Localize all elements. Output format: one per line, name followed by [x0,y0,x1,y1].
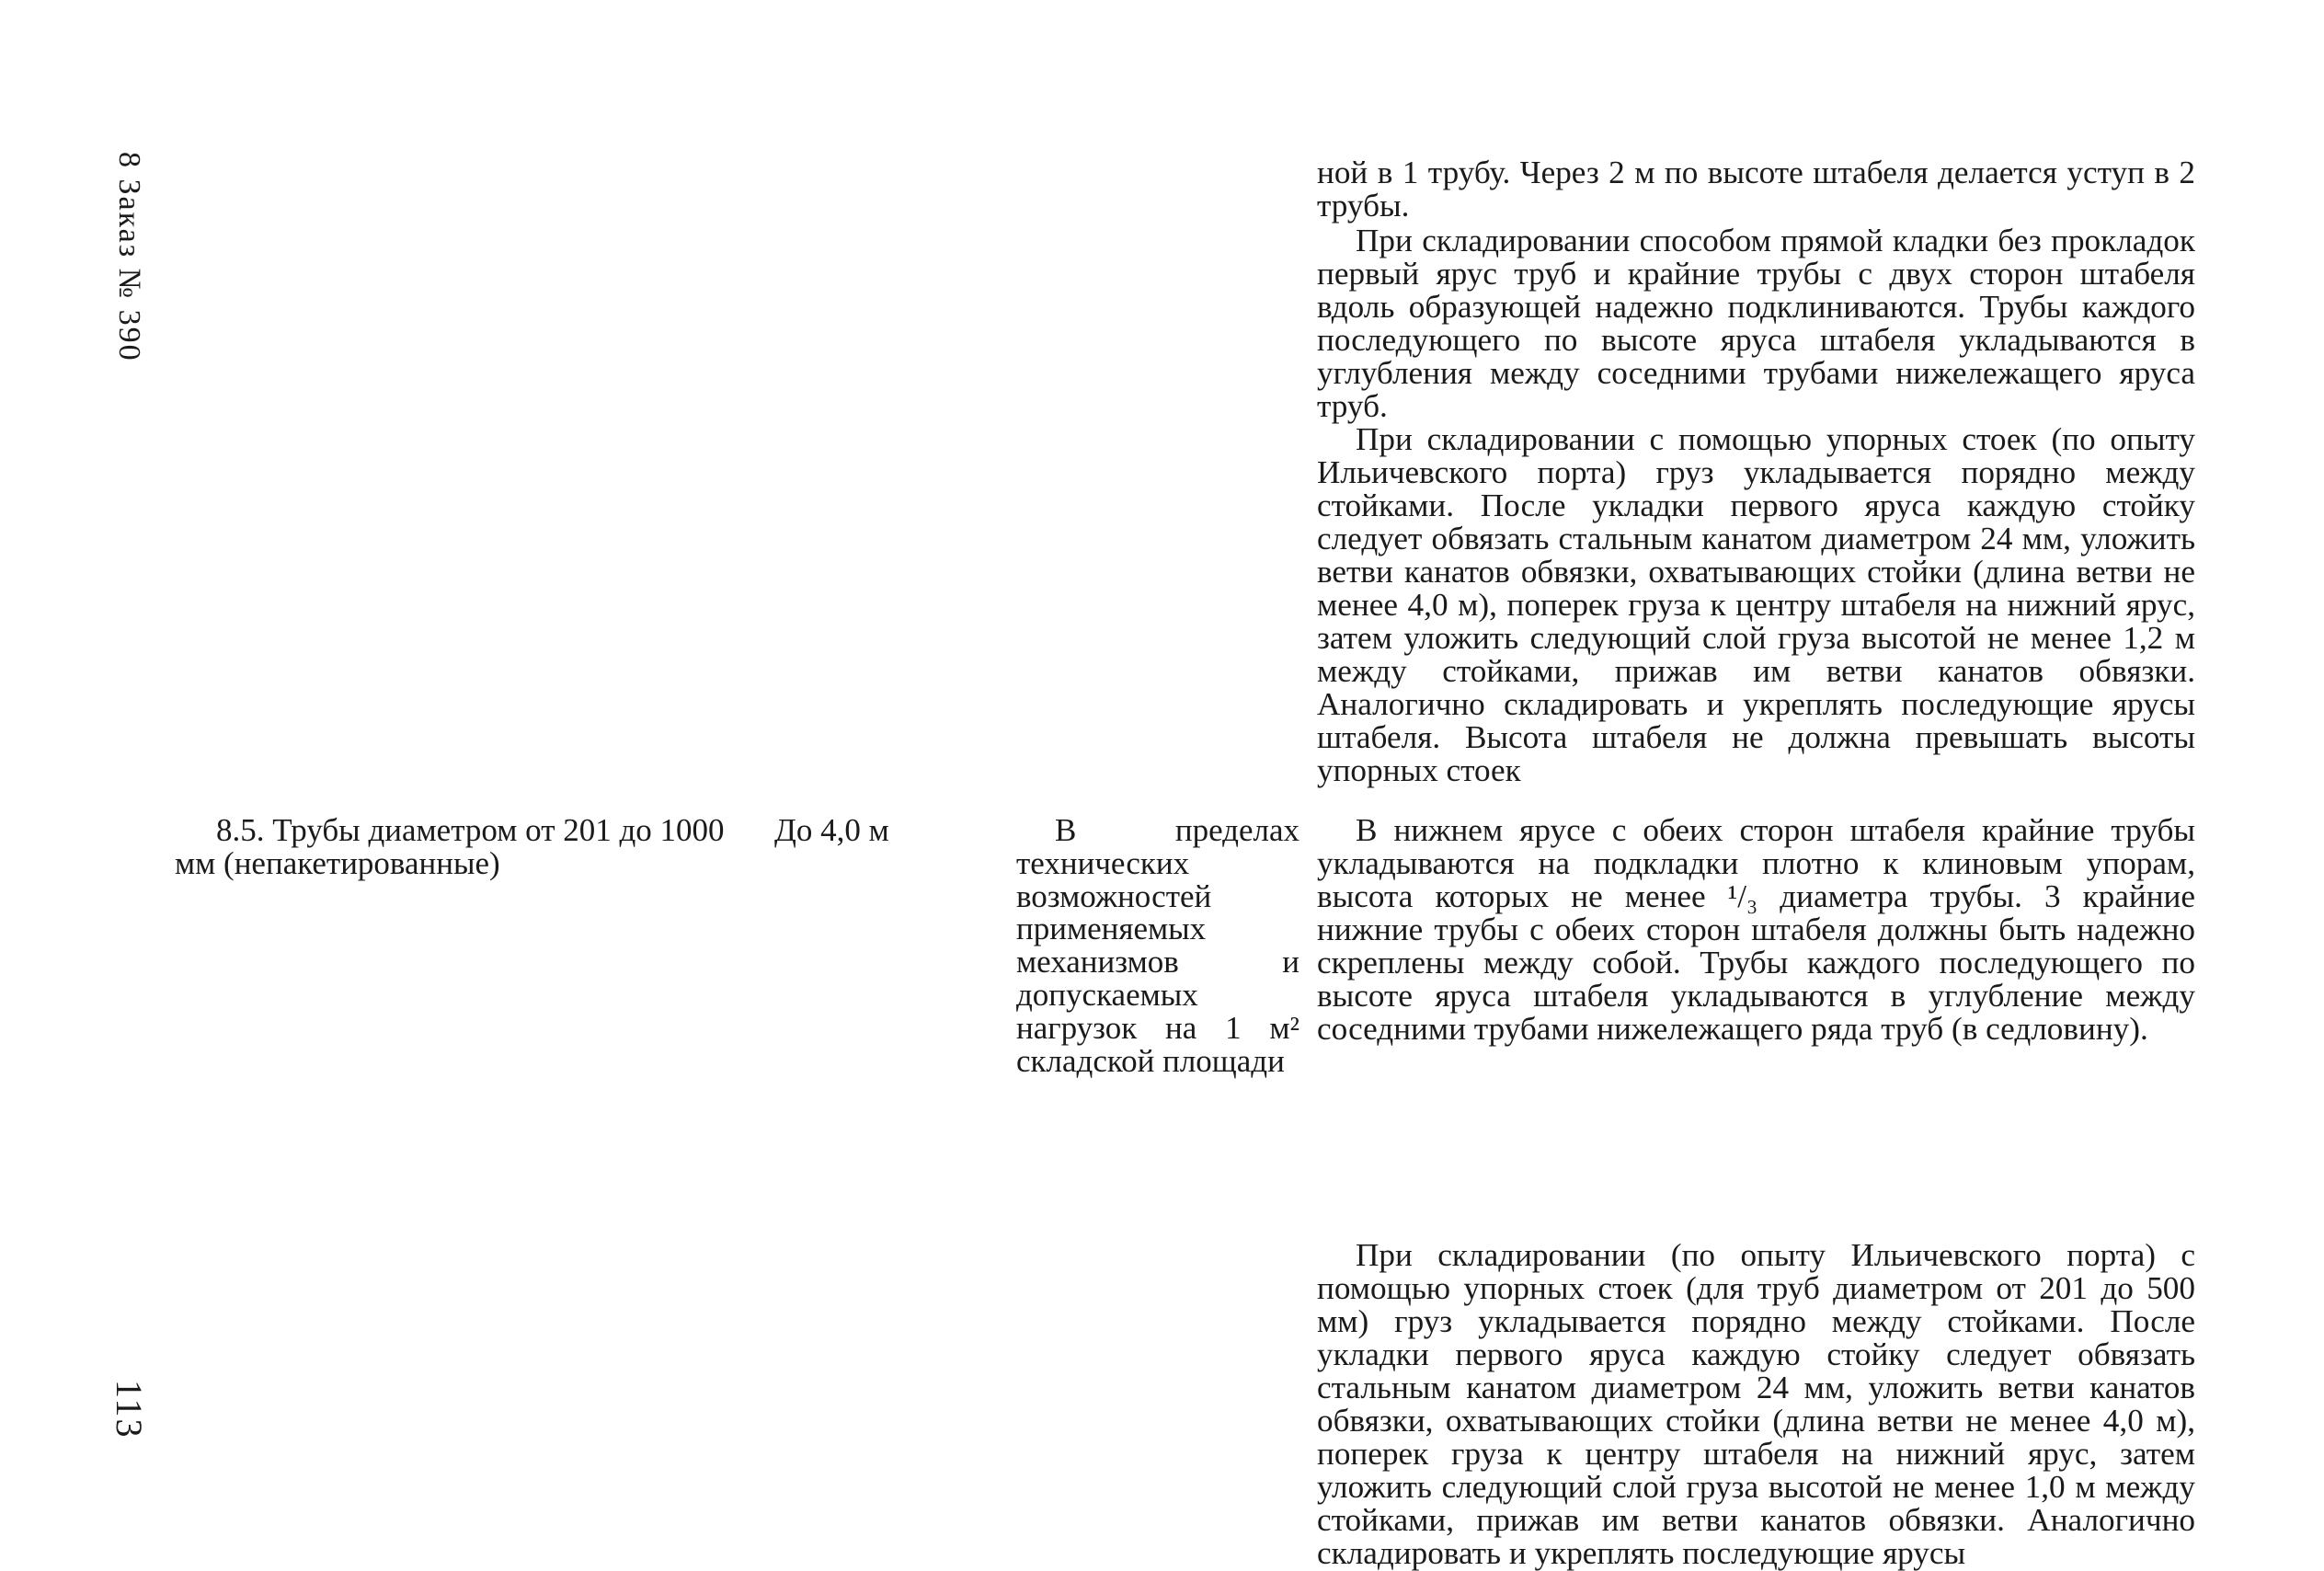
paragraph-lower-tier: В нижнем ярусе с обеих сторон штабеля крайние трубы укладываются на подкладки плотно к клиновым упорам, высота которых не менее ¹/₃ диаметра трубы. 3 крайние нижние трубы с обеих сторон штабеля должны быть надежно скреплены между собой. Трубы каждого последующего по высоте яруса штабеля укладываются в углубление между соседними трубами нижележащего ряда труб (в седловину). [1317,812,2195,1047]
limits-text: В пределах технических возможностей применяемых механизмов и допускаемых нагрузок на 1 м² складской площади [1016,812,1299,1079]
paragraph-stop-posts-2: При складировании (по опыту Ильичевского порта) с помощью упорных стоек (для труб диаметром от 201 до 500 мм) груз укладывается порядно между стойками. После укладки первого яруса каждую стойку следует обвязать стальным канатом диаметром 24 мм, уложить ветви канатов обвязки, охватывающих стойки (длина ветви не менее 4,0 м), поперек груза к центру штабеля на нижний ярус, затем уложить следующий слой груза высотой не менее 1,0 м между стойками, прижав им ветви канатов обвязки. Аналогично складировать и укреплять последующие ярусы [1317,1237,2195,1571]
page-number: 113 [109,1380,150,1439]
table-row-height: До 4,0 м [774,812,889,848]
table-row-limits [1016,814,1299,1077]
table-row-label [175,814,745,880]
row-label-text: 8.5. Трубы диаметром от 201 до 1000 мм (непакетированные) [175,812,725,881]
paragraph-direct-stacking: При складировании способом прямой кладки без прокладок первый ярус труб и крайние трубы с двух сторон штабеля вдоль образующей надежно подклиниваются. Трубы каждого последующего по высоте яруса штабеля укладываются в углубления между соседними трубами нижележащего яруса труб. [1317,223,2195,424]
order-note: 8 Заказ № 390 [112,152,146,362]
paragraph-stop-posts: При складировании с помощью упорных стоек (по опыту Ильичевского порта) груз укладывается порядно между стойками. После укладки первого яруса каждую стойку следует обвязать стальным канатом диаметром 24 мм, уложить ветви канатов обвязки, охватывающих стойки (длина ветви не менее 4,0 м), поперек груза к центру штабеля на нижний ярус, затем уложить следующий слой груза высотой не менее 1,2 м между стойками, прижав им ветви канатов обвязки. Аналогично складировать и укреплять последующие ярусы штабеля. Высота штабеля не должна превышать высоты упорных стоек [1317,421,2195,788]
paragraph-continuation: ной в 1 трубу. Через 2 м по высоте штабеля делается уступ в 2 трубы. [1317,155,2195,224]
